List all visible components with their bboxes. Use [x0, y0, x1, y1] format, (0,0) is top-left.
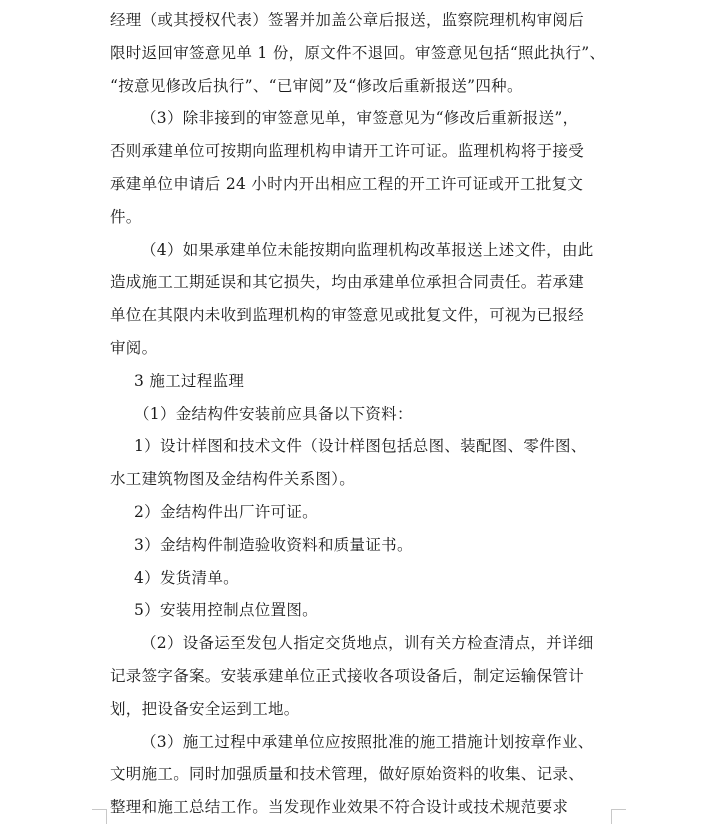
page-corner-mark [611, 809, 626, 824]
text-line: “按意见修改后执行”、“已审阅”及“修改后重新报送”四种。 [110, 76, 523, 95]
text-line: 造成施工工期延误和其它损失，均由承建单位承担合同责任。若承建 [110, 273, 585, 292]
list-item: 2）金结构件出厂许可证。 [134, 502, 318, 521]
text-line: 限时返回审签意见单 1 份，原文件不退回。审签意见包括“照此执行”、 [110, 43, 606, 62]
text-line: 水工建筑物图及金结构件关系图）。 [110, 470, 356, 489]
list-item: 5）安装用控制点位置图。 [134, 601, 318, 620]
text-line: 审阅。 [110, 338, 158, 357]
list-item: 3）金结构件制造验收资料和质量证书。 [134, 535, 413, 554]
text-line: （3）除非接到的审签意见单，审签意见为“修改后重新报送”， [141, 109, 579, 128]
text-line: 单位在其限内未收到监理机构的审签意见或批复文件，可视为已报经 [110, 306, 585, 325]
section-heading: 3 施工过程监理 [134, 371, 245, 390]
page-corner-mark [92, 809, 107, 824]
list-item: 4）发货清单。 [134, 568, 239, 587]
text-line: 划，把设备安全运到工地。 [110, 699, 300, 718]
text-line: 承建单位申请后 24 小时内开出相应工程的开工许可证或开工批复文 [110, 174, 584, 193]
document-body [110, 4, 610, 824]
text-line: 记录签字备案。安装承建单位正式接收各项设备后，制定运输保管计 [110, 666, 585, 685]
text-line: 否则承建单位可按期向监理机构申请开工许可证。监理机构将于接受 [110, 142, 585, 161]
list-item: 1）设计样图和技术文件（设计样图包括总图、装配图、零件图、 [134, 437, 587, 456]
text-line: （1）金结构件安装前应具备以下资料： [134, 404, 413, 423]
text-line: （2）设备运至发包人指定交货地点，训有关方检查清点，并详细 [141, 634, 594, 653]
text-line: （3）施工过程中承建单位应按照批准的施工措施计划按章作业、 [141, 732, 594, 751]
text-line: 经理（或其授权代表）签署并加盖公章后报送，监察院理机构审阅后 [110, 11, 585, 29]
text-line: 文明施工。同时加强质量和技术管理，做好原始资料的收集、记录、 [110, 765, 585, 784]
text-line: 件。 [110, 207, 142, 226]
text-line: （4）如果承建单位未能按期向监理机构改革报送上述文件，由此 [141, 240, 594, 259]
text-line: 整理和施工总结工作。当发现作业效果不符合设计或技术规范要求 [110, 798, 569, 817]
